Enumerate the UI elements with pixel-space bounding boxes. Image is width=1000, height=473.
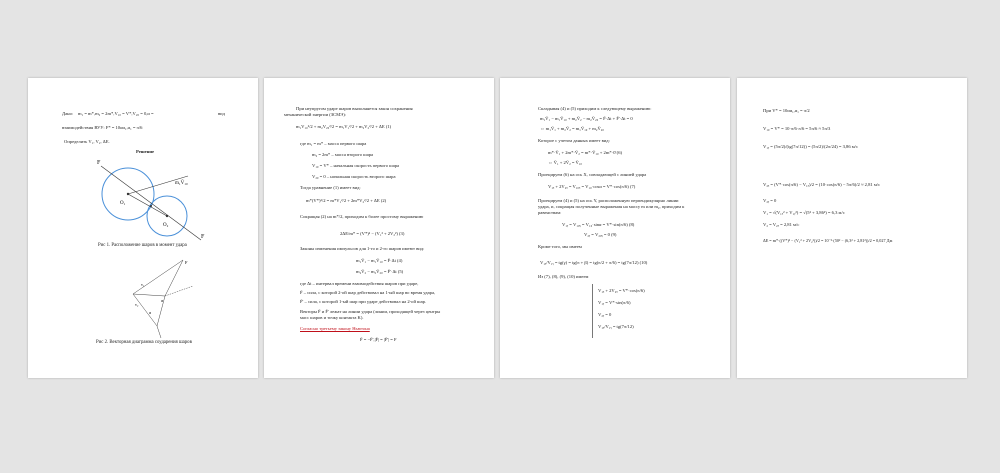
p2-line-1: При неупругом ударе шаров выполняется закон сохранения — [296, 106, 413, 111]
p3-line-1: Складывая (4) и (5) приходим к следующему выражению: — [538, 106, 652, 111]
interaction-text: взаимодействия ВУУ: F* = 10αα₁,α₁ = π/6 — [62, 125, 143, 130]
p2-line-19: масс шаров и точку контакта K). — [300, 315, 364, 320]
p2-line-5: m₂ = 2m* – масса второго шара — [312, 152, 374, 157]
document-page-3 — [500, 78, 730, 378]
p2-newton-heading: Согласно третьему закону Ньютона — [300, 326, 370, 331]
p2-line-6: V₁₀ = V* – начальная скорость первого шара — [312, 163, 400, 168]
fig1-label-o2: O₂ — [163, 223, 169, 228]
fig1-label-f-top: F — [97, 160, 101, 166]
p2-equation-3: 2ΔE/m* = (V*)² − (V₁² + 2V₂²) (3) — [340, 231, 405, 236]
p2-line-16: F̄ – сила, с которой 2-ой шар действовал на 1-ый шар во время удара, — [300, 290, 436, 295]
given-tail: вид — [218, 111, 225, 116]
find-text: Определить V₁, V₂, ΔE. — [64, 139, 110, 144]
document-page-4 — [737, 78, 967, 378]
fig1-label-o1: O₁ — [120, 201, 126, 206]
p3-line-9: Проецируем (4) и (5) на ось Y, расположенную перпендикулярно линии — [538, 198, 679, 203]
p3-line-4: Которое с учетом данных имеет вид: — [538, 138, 610, 143]
p3-system-brace — [592, 284, 593, 338]
p2-line-7: V₂₀ = 0 – начальная скорость второго шара — [312, 174, 396, 179]
document-page-1 — [28, 78, 258, 378]
p2-equation-1: m₁V₁₀²/2 + m₂V₂₀²/2 = m₁V₁²/2 + m₂V₂²/2 + ΔE (1) — [296, 124, 392, 129]
p4-equation-1: V₁₀ = V* = 10·π/6·π/6 = 5π/6 ≈ 5π/3 — [763, 126, 831, 131]
p3-system-1: V₁ₓ + 2V₂ₓ = V*·cos(π/6) — [598, 288, 645, 293]
solution-heading: Решение — [136, 149, 155, 154]
p2-line-10: Сокращая (2) на m*/2, приходим к более простому выражению — [300, 214, 424, 219]
fig1-label-f-bottom: F — [201, 234, 205, 240]
p3-equation-3: m*·V̄₁ + 2m*·V̄₂ = m*·V̄₁₀ + 2m*·0̄ (6) — [548, 150, 623, 155]
p4-equation-7: ΔE = m*·((V*)² − (V₁² + 2V₂²))/2 = 10⁻³·(50² − (6,3² + 2,81²))/2 = 0,027 Дж — [763, 238, 893, 243]
figure-1-collision — [83, 154, 223, 244]
p4-equation-2: V₁ᵧ = (5π/2)/(tg(7π/12)) = (5π/2)/(2π/24) = 3,86 м/с — [763, 144, 858, 149]
p4-line-1: При V* = 10αα₁,α₁ = π/2 — [763, 108, 810, 113]
p3-system-2: V₁ᵧ = V*·sin(π/6) — [598, 300, 631, 305]
p2-line-12: Законы изменения импульсов для 1-го и 2-го шаров имеют вид: — [300, 246, 425, 251]
fig2-label-alpha-2: α — [149, 310, 152, 315]
p3-line-11: равенствам: — [538, 210, 562, 215]
p3-system-3: V₂ᵧ = 0 — [598, 312, 612, 317]
p3-line-14: Кроме того, мы имеем — [538, 244, 582, 249]
p2-line-18: Векторы F̄ и F̄' лежат на линии удара (линии, проходящей через центры — [300, 309, 441, 314]
p4-equation-3: V₂ₓ = (V*·cos(π/6) − V₁ₓ)/2 = (10·cos(π/6) − 5π/6)/2 ≈ 2,81 м/с — [763, 182, 881, 187]
p2-line-8: Тогда уравнение (1) имеет вид: — [300, 185, 361, 190]
p2-line-17: F̄' – сила, с которой 1-ый шар при ударе действовал на 2-ой шар. — [300, 299, 427, 304]
p3-equation-1: m₁V̄₁ − m₁V̄₁₀ + m₂V̄₂ − m₂V̄₂₀ = F̄·Δt + F̄'·Δt = 0 — [540, 116, 633, 121]
p3-line-10: удара, и, сокращая полученные выражения на массу m или m₂, приходим к — [538, 204, 685, 209]
figure-1-caption: Рис 1. Расположение шаров в момент удара — [98, 243, 187, 248]
p3-line-16: Из (7), (8), (9), (10) имеем — [538, 274, 589, 279]
p2-line-15: где Δt – интервал времени взаимодействия шаров при ударе, — [300, 281, 419, 286]
p3-equation-5: V₁ₓ + 2V₂ₓ = V₁₀ₓ = V₁₀·cosα = V*·cos(π/6) (7) — [548, 184, 636, 189]
document-page-2 — [264, 78, 494, 378]
given-label: Дано: — [62, 111, 74, 116]
p4-equation-6: V₂ = V₂ₓ = 2,81 м/с — [763, 222, 800, 227]
p4-equation-4: V₂ᵧ = 0 — [763, 198, 777, 203]
figure-2-caption: Рис 2. Векторная диаграмма соударения шаров — [96, 340, 192, 345]
p2-equation-5: m₂V̄₂ − m₂V̄₂₀ = F̄'·Δt (5) — [356, 269, 404, 274]
p2-line-4: где m₁ = m* – масса первого шара — [300, 141, 367, 146]
p2-equation-4: m₁V̄₁ − m₁V̄₁₀ = F̄·Δt (4) — [356, 258, 403, 263]
fig2-label-f: F — [185, 260, 188, 265]
fig1-label-momentum: m₁V̄₁₀ — [175, 181, 188, 186]
p3-equation-6: V₁ᵧ = V₁₀ᵧ = V₁₀·sinα = V*·sin(π/6) (8) — [562, 222, 635, 227]
p3-line-7: Проецируем (6) на ось X, совпадающей с линией удара — [538, 172, 647, 177]
fig2-label-v1: v₁ — [141, 282, 145, 287]
p4-equation-5: V₁ = √(V₁ₓ² + V₁ᵧ²) = √(5² + 3,86²) = 6,3 м/с — [763, 210, 845, 215]
p2-equation-2: m*(V*)²/2 = m*V₁²/2 + 2m*V₂²/2 + ΔE (2) — [306, 198, 387, 203]
given-text: m₁ = m*,m₂ = 2m*,V₁₀ = V*,V₂₀ = 0,α = — [78, 111, 154, 116]
fig2-label-v2: v₂ — [135, 302, 139, 307]
figure-2-vector-diagram — [113, 256, 203, 341]
p3-system-4: V₁ₓ/V₁ᵧ = tg(7π/12) — [598, 324, 634, 329]
p3-equation-7: V₂ᵧ = V₂₀ᵧ = 0 (9) — [584, 232, 617, 237]
p2-equation-6: F̄ = −F̄',|F̄| = |F̄'| = F — [360, 337, 397, 342]
p3-equation-4: ⇔ V̄₁ + 2V̄₂ = V̄₁₀ — [548, 160, 583, 165]
p2-line-2: механической энергии (ЗСМЭ): — [284, 112, 347, 117]
p3-equation-8: V₁ₓ/V₁ᵧ = tg(γ) = tg(π + β) = tg(π/2 + π/6) = tg(7π/12) (10) — [540, 260, 648, 265]
fig2-label-alpha-1: α — [161, 298, 164, 303]
p3-equation-2: ⇔ m₁V̄₁ + m₂V̄₂ = m₁V̄₁₀ + m₂V̄₂₀ — [540, 126, 604, 131]
